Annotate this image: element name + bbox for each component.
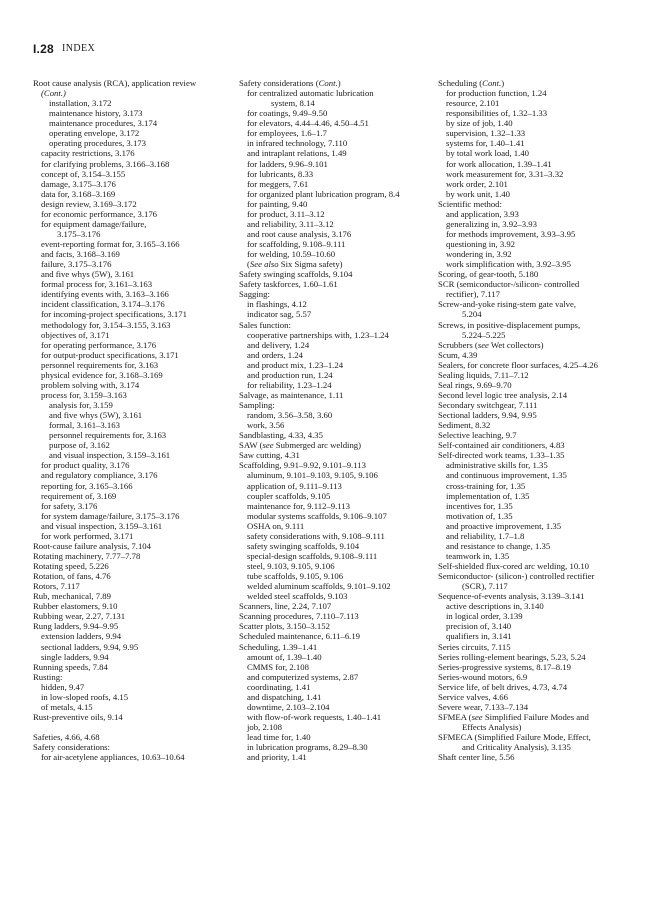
index-subentry: capacity restrictions, 3.176 bbox=[41, 148, 135, 159]
index-heading: Scatter plots, 3.150–3.152 bbox=[239, 621, 330, 632]
index-heading: Series circuits, 7.115 bbox=[438, 641, 511, 652]
index-subentry: for scaffolding, 9.108–9.111 bbox=[247, 239, 346, 249]
index-subentry: formal process for, 3.161–3.163 bbox=[41, 279, 153, 290]
index-heading: Salvage, as maintenance, 1.11 bbox=[239, 389, 344, 400]
index-subentry: by work unit, 1.40 bbox=[446, 188, 510, 199]
index-heading: Rotation, of fans, 4.76 bbox=[33, 571, 111, 582]
index-subentry: for centralized automatic lubrication bbox=[247, 88, 374, 99]
index-heading: Rubbing wear, 2.27, 7.131 bbox=[33, 611, 126, 622]
index-subentry: and visual inspection, 3.159–3.161 bbox=[49, 450, 171, 461]
index-subentry: process for, 3.159–3.163 bbox=[41, 389, 127, 400]
index-subentry: supervision, 1.32–1.33 bbox=[446, 128, 526, 139]
index-heading: Running speeds, 7.84 bbox=[33, 661, 108, 672]
index-subentry: lead time for, 1.40 bbox=[247, 732, 311, 743]
index-subentry: precision of, 3.140 bbox=[446, 621, 512, 632]
index-subentry: work order, 2.101 bbox=[446, 178, 508, 189]
index-subentry: cooperative partnerships with, 1.23–1.24 bbox=[247, 329, 389, 340]
index-heading: Root cause analysis (RCA), application review bbox=[33, 78, 197, 88]
index-heading: Service life, of belt drives, 4.73, 4.74 bbox=[438, 681, 568, 692]
index-subentry: and reliability, 3.11–3.12 bbox=[247, 218, 334, 229]
index-subentry: purpose of, 3.162 bbox=[49, 440, 110, 451]
index-subentry: operating procedures, 3.173 bbox=[49, 138, 146, 149]
index-subentry: work measurement for, 3.31–3.32 bbox=[446, 168, 564, 179]
index-subentry: and proactive improvement, 1.35 bbox=[446, 520, 562, 531]
index-subentry: data for, 3.168–3.169 bbox=[41, 188, 116, 199]
index-subentry: special-design scaffolds, 9.108–9.111 bbox=[247, 550, 378, 561]
index-subentry: and continuous improvement, 1.35 bbox=[446, 470, 567, 481]
index-heading: Scanners, line, 2.24, 7.107 bbox=[239, 601, 332, 612]
index-subentry: Effects Analysis) bbox=[462, 722, 522, 732]
index-subentry: for reliability, 1.23–1.24 bbox=[247, 379, 332, 390]
index-subentry: for welding, 10.59–10.60 bbox=[247, 249, 336, 260]
letter-break bbox=[33, 722, 233, 732]
index-subentry: system, 8.14 bbox=[271, 98, 315, 109]
index-heading: Sales function: bbox=[239, 319, 291, 330]
index-subentry: 5.224–5.225 bbox=[462, 329, 506, 340]
index-heading: Series rolling-element bearings, 5.23, 5.24 bbox=[438, 651, 586, 662]
index-heading: Safety considerations: bbox=[33, 742, 110, 753]
index-subentry: downtime, 2.103–2.104 bbox=[247, 701, 330, 712]
index-subentry: by total work load, 1.40 bbox=[446, 148, 530, 159]
index-subentry: for product quality, 3.176 bbox=[41, 460, 130, 471]
index-subentry: coupler scaffolds, 9.105 bbox=[247, 490, 331, 501]
index-subentry: (Cont.) bbox=[41, 88, 66, 99]
index-subentry: for coatings, 9.49–9.50 bbox=[247, 108, 328, 119]
index-subentry: for product, 3.11–3.12 bbox=[247, 208, 325, 219]
index-subentry: incident classification, 3.174–3.176 bbox=[41, 299, 165, 310]
index-heading: Severe wear, 7.133–7.134 bbox=[438, 701, 529, 712]
index-subentry: and five whys (5W), 3.161 bbox=[41, 269, 135, 280]
index-heading: Sequence-of-events analysis, 3.139–3.141 bbox=[438, 591, 585, 602]
index-subentry: in logical order, 3.139 bbox=[446, 611, 523, 622]
index-heading: Semiconductor- (silicon-) controlled rectifier bbox=[438, 571, 595, 582]
index-heading: Scheduled maintenance, 6.11–6.19 bbox=[239, 631, 361, 642]
index-subentry: and root cause analysis, 3.176 bbox=[247, 228, 352, 239]
index-subentry: for equipment damage/failure, bbox=[41, 218, 147, 229]
index-subentry: reporting for, 3.165–3.166 bbox=[41, 480, 133, 491]
index-heading: Rotating machinery, 7.77–7.78 bbox=[33, 550, 141, 561]
index-heading: SAW (see Submerged arc welding) bbox=[239, 440, 362, 451]
index-subentry: design review, 3.169–3.172 bbox=[41, 198, 137, 209]
index-subentry: for output-product specifications, 3.171 bbox=[41, 349, 179, 360]
index-subentry: implementation of, 1.35 bbox=[446, 490, 530, 501]
index-subentry: qualifiers in, 3.141 bbox=[446, 631, 512, 642]
index-subentry: steel, 9.103, 9.105, 9.106 bbox=[247, 561, 335, 571]
index-subentry: welded steel scaffolds, 9.103 bbox=[247, 591, 348, 602]
index-subentry: rectifier), 7.117 bbox=[446, 289, 500, 300]
index-subentry: installation, 3.172 bbox=[49, 98, 112, 109]
index-subentry: for methods improvement, 3.93–3.95 bbox=[446, 228, 576, 239]
index-subentry: job, 2.108 bbox=[247, 722, 282, 732]
index-heading: Sagging: bbox=[239, 289, 270, 300]
index-subentry: maintenance history, 3.173 bbox=[49, 108, 143, 119]
index-subentry: for elevators, 4.44–4.46, 4.50–4.51 bbox=[247, 118, 369, 129]
index-subentry: welded aluminum scaffolds, 9.101–9.102 bbox=[247, 581, 391, 592]
index-column-2 bbox=[239, 78, 434, 762]
index-subentry: work, 3.56 bbox=[247, 420, 285, 431]
index-heading: Scheduling (Cont.) bbox=[438, 78, 505, 88]
index-subentry: for painting, 9.40 bbox=[247, 198, 308, 209]
index-subentry: and regulatory compliance, 3.176 bbox=[41, 470, 158, 481]
index-subentry: and product mix, 1.23–1.24 bbox=[247, 359, 344, 370]
index-heading: Scientific method: bbox=[438, 198, 502, 209]
index-heading: Scoring, of gear-tooth, 5.180 bbox=[438, 269, 539, 280]
index-subentry: damage, 3.175–3.176 bbox=[41, 178, 116, 189]
index-subentry: for incoming-project specifications, 3.171 bbox=[41, 309, 187, 320]
index-subentry: maintenance for, 9.112–9.113 bbox=[247, 500, 350, 511]
index-heading: Scaffolding, 9.91–9.92, 9.101–9.113 bbox=[239, 460, 366, 471]
index-subentry: motivation of, 1.35 bbox=[446, 510, 513, 521]
index-subentry: and orders, 1.24 bbox=[247, 349, 303, 360]
index-subentry: for clarifying problems, 3.166–3.168 bbox=[41, 158, 170, 169]
index-heading: Sealers, for concrete floor surfaces, 4.25–4.26 bbox=[438, 359, 598, 370]
index-subentry: objectives of, 3.171 bbox=[41, 329, 110, 340]
index-heading: Safety taskforces, 1.60–1.61 bbox=[239, 279, 338, 290]
index-subentry: and priority, 1.41 bbox=[247, 752, 307, 763]
index-subentry: and Criticality Analysis), 3.135 bbox=[462, 742, 571, 753]
index-heading: Selective leaching, 9.7 bbox=[438, 430, 517, 441]
index-subentry: OSHA on, 9.111 bbox=[247, 520, 305, 531]
index-subentry: for system damage/failure, 3.175–3.176 bbox=[41, 510, 180, 521]
index-subentry: (See also Six Sigma safety) bbox=[247, 259, 343, 270]
index-heading: Sectional ladders, 9.94, 9.95 bbox=[438, 410, 537, 421]
index-subentry: for meggers, 7.61 bbox=[247, 178, 309, 189]
index-subentry: personnel requirements for, 3.163 bbox=[41, 359, 159, 370]
index-heading: Self-contained air conditioners, 4.83 bbox=[438, 440, 565, 451]
index-subentry: cross-training for, 1.35 bbox=[446, 480, 526, 491]
index-subentry: formal, 3.161–3.163 bbox=[49, 420, 120, 431]
index-subentry: amount of, 1.39–1.40 bbox=[247, 651, 322, 662]
index-subentry: and application, 3.93 bbox=[446, 208, 519, 219]
index-heading: Series-progressive systems, 8.17–8.19 bbox=[438, 661, 571, 672]
index-heading: Self-directed work teams, 1.33–1.35 bbox=[438, 450, 565, 461]
index-subentry: CMMS for, 2.108 bbox=[247, 661, 309, 672]
index-subentry: hidden, 9.47 bbox=[41, 681, 85, 692]
index-heading: Rotors, 7.117 bbox=[33, 581, 80, 592]
index-subentry: for economic performance, 3.176 bbox=[41, 208, 158, 219]
index-subentry: wondering in, 3.92 bbox=[446, 249, 512, 260]
page-title: INDEX bbox=[62, 43, 96, 54]
index-subentry: generalizing in, 3.92–3.93 bbox=[446, 218, 537, 229]
index-heading: Rusting: bbox=[33, 671, 63, 682]
index-subentry: for ladders, 9.96–9.101 bbox=[247, 158, 328, 169]
index-subentry: aluminum, 9.101–9.103, 9.105, 9.106 bbox=[247, 470, 378, 481]
index-subentry: for operating performance, 3.176 bbox=[41, 339, 157, 350]
index-heading: SCR (semiconductor-/silicon- controlled bbox=[438, 279, 580, 290]
index-heading: Sandblasting, 4.33, 4.35 bbox=[239, 430, 323, 441]
index-subentry: physical evidence for, 3.168–3.169 bbox=[41, 369, 163, 380]
index-heading: Sampling: bbox=[239, 400, 275, 410]
index-column-1 bbox=[33, 78, 233, 762]
index-subentry: concept of, 3.154–3.155 bbox=[41, 168, 126, 179]
index-subentry: 5.204 bbox=[462, 309, 482, 320]
index-subentry: application of, 9.111–9.113 bbox=[247, 480, 342, 491]
index-subentry: and reliability, 1.7–1.8 bbox=[446, 530, 525, 541]
index-subentry: for lubricants, 8.33 bbox=[247, 168, 314, 179]
index-subentry: for work allocation, 1.39–1.41 bbox=[446, 158, 552, 169]
index-heading: Scrubbers (see Wet collectors) bbox=[438, 339, 544, 350]
index-heading: Secondary switchgear, 7.111 bbox=[438, 400, 538, 410]
index-heading: Self-shielded flux-cored arc welding, 10.10 bbox=[438, 561, 590, 571]
index-subentry: by size of job, 1.40 bbox=[446, 118, 513, 129]
index-subentry: methodology for, 3.154–3.155, 3.163 bbox=[41, 319, 171, 330]
index-subentry: with flow-of-work requests, 1.40–1.41 bbox=[247, 711, 382, 722]
index-heading: Saw cutting, 4.31 bbox=[239, 450, 300, 461]
index-subentry: and production run, 1.24 bbox=[247, 369, 333, 380]
index-subentry: analysis for, 3.159 bbox=[49, 400, 113, 410]
index-subentry: in infrared technology, 7.110 bbox=[247, 138, 348, 149]
index-heading: Second level logic tree analysis, 2.14 bbox=[438, 389, 568, 400]
index-subentry: and computerized systems, 2.87 bbox=[247, 671, 359, 682]
index-heading: Scheduling, 1.39–1.41 bbox=[239, 641, 318, 652]
index-subentry: event-reporting format for, 3.165–3.166 bbox=[41, 239, 180, 249]
index-subentry: and resistance to change, 1.35 bbox=[446, 540, 551, 551]
index-heading: SFMECA (Simplified Failure Mode, Effect, bbox=[438, 732, 591, 743]
index-subentry: single ladders, 9.94 bbox=[41, 651, 109, 662]
index-subentry: indicator sag, 5.57 bbox=[247, 309, 312, 320]
index-subentry: of metals, 4.15 bbox=[41, 701, 93, 712]
index-heading: Service valves, 4.66 bbox=[438, 691, 508, 702]
index-subentry: work simplification with, 3.92–3.95 bbox=[446, 259, 571, 270]
index-subentry: random, 3.56–3.58, 3.60 bbox=[247, 410, 333, 421]
index-heading: Root-cause failure analysis, 7.104 bbox=[33, 540, 151, 551]
index-heading: Safety considerations (Cont.) bbox=[239, 78, 341, 88]
index-heading: Shaft center line, 5.56 bbox=[438, 752, 515, 763]
index-subentry: operating envelope, 3.172 bbox=[49, 128, 140, 139]
index-subentry: 3.175–3.176 bbox=[57, 228, 101, 239]
index-subentry: and five whys (5W), 3.161 bbox=[49, 410, 143, 421]
index-subentry: resource, 2.101 bbox=[446, 98, 500, 109]
index-subentry: teamwork in, 1.35 bbox=[446, 550, 510, 561]
index-subentry: for safety, 3.176 bbox=[41, 500, 98, 511]
index-subentry: for organized plant lubrication program, 8.4 bbox=[247, 188, 400, 199]
index-column-3 bbox=[438, 78, 634, 762]
index-subentry: and intraplant relations, 1.49 bbox=[247, 148, 347, 159]
index-heading: SFMEA (see Simplified Failure Modes and bbox=[438, 711, 589, 722]
index-heading: Series-wound motors, 6.9 bbox=[438, 671, 528, 682]
index-heading: Rotating speed, 5.226 bbox=[33, 561, 109, 571]
index-subentry: and dispatching, 1.41 bbox=[247, 691, 322, 702]
index-subentry: for production function, 1.24 bbox=[446, 88, 547, 99]
index-heading: Sealing liquids, 7.11–7.12 bbox=[438, 369, 529, 380]
index-subentry: questioning in, 3.92 bbox=[446, 239, 516, 249]
index-heading: Rubber elastomers, 9.10 bbox=[33, 601, 118, 612]
index-subentry: extension ladders, 9.94 bbox=[41, 631, 122, 642]
index-heading: Rung ladders, 9.94–9.95 bbox=[33, 621, 119, 632]
index-subentry: requirement of, 3.169 bbox=[41, 490, 117, 501]
index-subentry: failure, 3.175–3.176 bbox=[41, 259, 112, 270]
index-heading: Rust-preventive oils, 9.14 bbox=[33, 711, 123, 722]
index-subentry: responsibilities of, 1.32–1.33 bbox=[446, 108, 548, 119]
index-subentry: personnel requirements for, 3.163 bbox=[49, 430, 167, 441]
index-heading: Seal rings, 9.69–9.70 bbox=[438, 379, 512, 390]
index-subentry: safety considerations with, 9.108–9.111 bbox=[247, 530, 385, 541]
index-heading: Scanning procedures, 7.110–7.113 bbox=[239, 611, 359, 622]
index-subentry: and facts, 3.168–3.169 bbox=[41, 249, 120, 260]
index-heading: Safeties, 4.66, 4.68 bbox=[33, 732, 100, 743]
index-subentry: (SCR), 7.117 bbox=[462, 581, 508, 592]
index-heading: Screws, in positive-displacement pumps, bbox=[438, 319, 581, 330]
index-heading: Screw-and-yoke rising-stem gate valve, bbox=[438, 299, 576, 310]
index-subentry: identifying events with, 3.163–3.166 bbox=[41, 289, 169, 300]
index-subentry: coordinating, 1.41 bbox=[247, 681, 311, 692]
index-subentry: for employees, 1.6–1.7 bbox=[247, 128, 327, 139]
index-subentry: maintenance procedures, 3.174 bbox=[49, 118, 158, 129]
index-subentry: administrative skills for, 1.35 bbox=[446, 460, 548, 471]
index-subentry: for air-acetylene appliances, 10.63–10.64 bbox=[41, 752, 185, 763]
index-subentry: and delivery, 1.24 bbox=[247, 339, 310, 350]
index-heading: Scum, 4.39 bbox=[438, 349, 478, 360]
index-subentry: in low-sloped roofs, 4.15 bbox=[41, 691, 129, 702]
index-heading: Rub, mechanical, 7.89 bbox=[33, 591, 111, 602]
index-subentry: and visual inspection, 3.159–3.161 bbox=[41, 520, 163, 531]
index-subentry: sectional ladders, 9.94, 9.95 bbox=[41, 641, 139, 652]
index-heading: Sediment, 8.32 bbox=[438, 420, 491, 431]
index-subentry: systems for, 1.40–1.41 bbox=[446, 138, 525, 149]
index-subentry: active descriptions in, 3.140 bbox=[446, 601, 544, 612]
index-subentry: incentives for, 1.35 bbox=[446, 500, 513, 511]
index-subentry: for work performed, 3.171 bbox=[41, 530, 134, 541]
index-subentry: tube scaffolds, 9.105, 9.106 bbox=[247, 571, 344, 582]
index-subentry: safety swinging scaffolds, 9.104 bbox=[247, 540, 360, 551]
index-subentry: problem solving with, 3.174 bbox=[41, 379, 140, 390]
index-subentry: in lubrication programs, 8.29–8.30 bbox=[247, 742, 368, 753]
index-subentry: in flashings, 4.12 bbox=[247, 299, 307, 310]
index-subentry: modular systems scaffolds, 9.106–9.107 bbox=[247, 510, 387, 521]
page-number: I.28 bbox=[33, 42, 54, 56]
index-heading: Safety swinging scaffolds, 9.104 bbox=[239, 269, 353, 280]
